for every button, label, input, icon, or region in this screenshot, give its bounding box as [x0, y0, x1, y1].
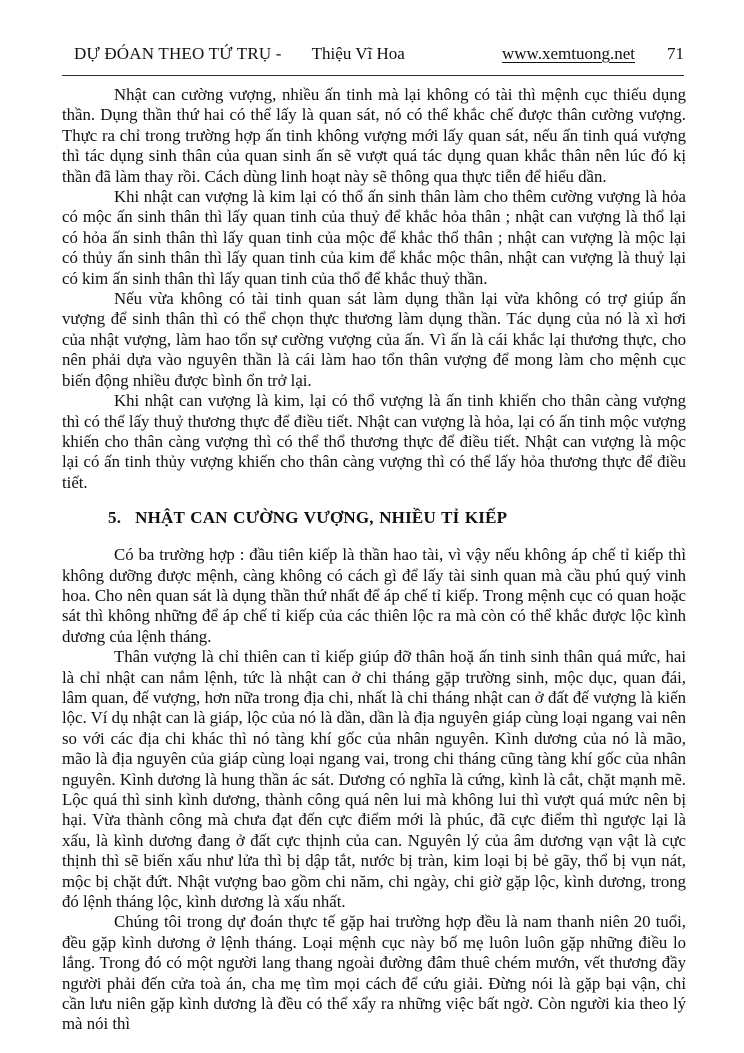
- body-paragraph: Khi nhật can vượng là kim, lại có thổ vượng là ấn tinh khiến cho thân càng vượng thì có thể lấy thuỷ thương thực để điều tiết. Nhật can vượng là hỏa, lại có ấn tinh mộc vượng khiến cho thân càng vượng thì có thể thổ thương thực để điều tiết. Nhật can vượng là mộc lại có ấn tinh thủy vượng khiến cho thân càng vượng thì có thể lấy hỏa thương thực để điều tiết.: [62, 391, 686, 492]
- page-header: [74, 44, 684, 64]
- body-paragraph: Khi nhật can vượng là kim lại có thổ ấn sinh thân làm cho thêm cường vượng là hỏa có mộc ấn sinh thân thì lấy quan tinh của thuỷ để khắc hỏa thân ; nhật can vượng là thổ lại có hỏa ấn sinh thân thì lấy quan tinh của mộc để khắc thổ thân ; nhật can vượng là mộc lại có thủy ấn sinh thân thì lấy quan tinh của kim để khắc mộc thân, nhật can vượng là thuỷ lại có kim ấn sinh thân thì lấy quan tinh của thổ để khắc thuỷ thần.: [62, 187, 686, 288]
- header-rule: [62, 75, 684, 76]
- body-paragraph: Nhật can cường vượng, nhiều ấn tinh mà lại không có tài thì mệnh cục thiếu dụng thần. Dụng thần thứ hai có thể lấy là quan sát, nó có thể khắc chế được thân cường vượng. Thực ra chỉ trong trường hợp ấn tinh không vượng mới lấy quan sát, nếu ấn tinh quá vượng thì tác dụng sinh thân của quan sinh ấn sẽ vượt quá tác dụng quan khắc thân nên lúc đó kị thần đã làm thay rồi. Cách dùng linh hoạt này sẽ thông qua thực tiễn để hiểu dần.: [62, 85, 686, 186]
- section-heading: [108, 508, 686, 528]
- body-paragraph: Có ba trường hợp : đầu tiên kiếp là thần hao tài, vì vậy nếu không áp chế tỉ kiếp thì không dưỡng được mệnh, càng không có cách gì để lấy tài sinh quan mà cầu phú quý vinh hoa. Cho nên quan sát là dụng thần thứ nhất để áp chế tỉ kiếp. Trong mệnh cục có quan hoặc sát thì không những để áp chế tỉ kiếp của các thiên lộc ra mà còn có thể khắc được lộc kình dương của lệnh tháng.: [62, 545, 686, 646]
- page-number: 71: [667, 44, 684, 63]
- section-title: NHẬT CAN CƯỜNG VƯỢNG, NHIỀU TỈ KIẾP: [135, 508, 508, 528]
- section-number: 5.: [108, 508, 122, 528]
- website-link[interactable]: www.xemtuong.net: [502, 44, 635, 63]
- body-paragraph: Nếu vừa không có tài tinh quan sát làm dụng thần lại vừa không có trợ giúp ấn vượng để sinh thân thì có thể chọn thực thương làm dụng thần. Tác dụng của nó là xì hơi của nhật vượng, làm hao tổn sự cường vượng của ấn. Vì ấn là cái khắc lại thương thực, cho nên phải dựa vào nguyên thần là cái làm hao tổn thân vượng để mong làm cho mệnh cục biến động nhiều được bình ổn trở lại.: [62, 289, 686, 390]
- author-name: Thiệu Vĩ Hoa: [311, 44, 405, 63]
- book-title: DỰ ĐÓAN THEO TỨ TRỤ -: [74, 44, 282, 63]
- body-paragraph: Chúng tôi trong dự đoán thực tế gặp hai trường hợp đều là nam thanh niên 20 tuổi, đều gặp kình dương ở lệnh tháng. Loại mệnh cục này bố mẹ luôn luôn gặp những điều lo lắng. Trong đó có một người lang thang ngoài đường đâm thuê chém mướn, vết thương đầy người phải đến cửa toà án, cha mẹ tìm mọi cách để cứu giải. Đừng nói là gặp bại vận, chỉ cần lưu niên gặp kình dương là đều có thể xẩy ra những việc bất ngờ. Còn người kia theo lý mà nói thì: [62, 912, 686, 1034]
- page-body: [62, 85, 686, 1035]
- body-paragraph: Thân vượng là chỉ thiên can tỉ kiếp giúp đỡ thân hoặ ấn tinh sinh thân quá mức, hai là chỉ nhật can nắm lệnh, tức là nhật can ở chi tháng gặp trường sinh, mộc dục, quan đái, lâm quan, đế vượng, hơn nữa trong địa chi, nhất là chi tháng nhật can ở đất đế vượng là kiến lộc. Ví dụ nhật can là giáp, lộc của nó là dần, dần là địa nguyên giáp cùng loại ngang vai nên so với các địa chi khác thì nó tàng khí gốc của nhân nguyên. Kình dương của nó là mão, mão là địa nguyên của giáp cùng loại ngang vai, trong chi tháng cũng tàng khí gốc của nhân nguyên. Kình dương là hung thần ác sát. Dương có nghĩa là cứng, kình là cắt, chặt mạnh mẽ. Lộc quá thì sinh kình dương, thành công quá nên lui mà không lui thì vượt quá mức nên bị hại. Vừa thành công mà chưa đạt đến cực điểm mới là phúc, đã cực điểm thì ngược lại là xấu, là kình dương đang ở đất cực thịnh của can. Nguyên lý của âm dương vạn vật là cực thịnh thì sẽ biến xấu như lửa thì bị dập tắt, nước bị tràn, kim loại bị bẻ gãy, thổ bị vụn nát, mộc bị chặt đứt. Nhật vượng bao gồm chi năm, chi ngày, chi giờ gặp lộc, kình dương, trong đó lệnh tháng lộc, kình dương là xấu nhất.: [62, 647, 686, 912]
